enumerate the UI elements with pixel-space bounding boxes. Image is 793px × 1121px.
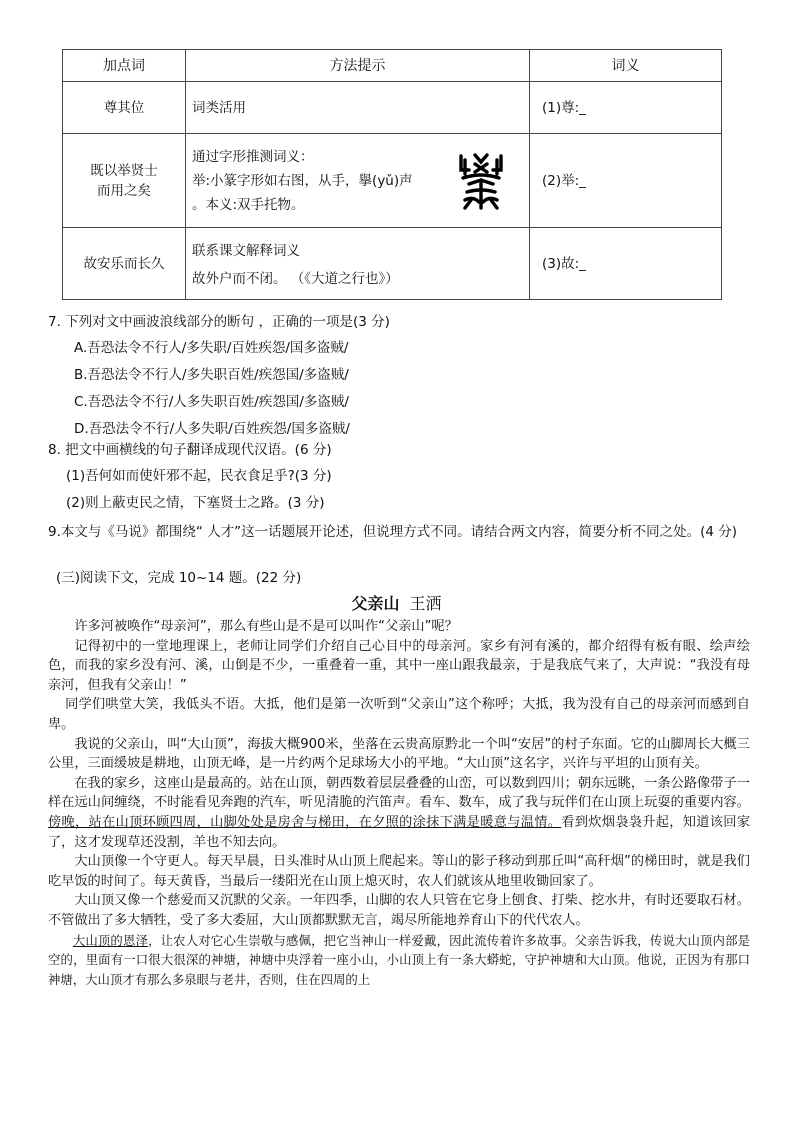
row-word — [63, 134, 186, 228]
header-word: 加点词 — [63, 50, 186, 82]
header-method: 方法提示 — [186, 50, 530, 82]
essay-body — [48, 617, 750, 989]
word-line: 既以举贤士 — [90, 162, 158, 179]
row-word: 故安乐而长久 — [63, 228, 186, 300]
essay-title: 父亲山 — [351, 594, 400, 613]
seal-script-character-image — [455, 150, 507, 212]
row-meaning-blank[interactable]: (1)尊:_ — [530, 82, 722, 134]
underlined-phrase: 大山顶的恩泽 — [72, 932, 149, 948]
question-7-option-d[interactable]: D.吾恐法令不行/人多失职/百姓疾怨/国多盗贼/ — [74, 421, 350, 437]
row-method — [186, 82, 530, 134]
essay-paragraph: 大山顶像一个守更人。每天早晨，日头准时从山顶上爬起来。等山的影子移动到那丘叫“高秆烟”的梯田时，就是我们吃早饭的时间了。每天黄昏，当最后一缕阳光在山顶上熄灭时，农人们就该从地里收锄回家了。 — [48, 854, 750, 889]
method-line: 故外户而不闭。 （《大道之行也》） — [192, 271, 399, 287]
essay-paragraph: 许多河被唤作“母亲河”，那么有些山是不是可以叫作“父亲山”呢？ — [74, 619, 458, 634]
word-line: 而用之矣 — [97, 182, 151, 199]
underlined-sentence: 傍晚，站在山顶环顾四周，山脚处处是房舍与梯田，在夕照的涂抹下满是暖意与温情。 — [48, 814, 562, 830]
essay-paragraph: 记得初中的一堂地理课上，老师让同学们介绍自己心目中的母亲河。家乡有河有溪的，都介绍得有板有眼、绘声绘色，而我的家乡没有河、溪，山倒是不少，一重叠着一重，其中一座山跟我最亲，于是我底气来了，大声说：“我没有母亲河，但我有父亲山！” — [48, 638, 750, 693]
essay-paragraph — [48, 774, 750, 852]
question-8-item-2: (2)则上蔽吏民之情，下塞贤士之路。(3 分) — [66, 495, 325, 511]
row-meaning-blank[interactable]: (3)故:_ — [530, 228, 722, 300]
table-row — [63, 134, 722, 228]
method-line: 通过字形推测词义： — [192, 148, 314, 165]
method-line: 联系课文解释词义 — [192, 243, 300, 259]
essay-author: 王洒 — [409, 594, 442, 613]
essay-title-line — [0, 591, 793, 614]
question-7-option-b[interactable]: B.吾恐法令不行人/多失职百姓/疾怨国/多盗贼/ — [74, 367, 349, 383]
vocabulary-table — [62, 49, 722, 300]
method-line: 举:小篆字形如右图，从手，擧(yǔ)声 — [192, 172, 413, 189]
essay-text: ，让农人对它心生崇敬与感佩，把它当神山一样爱戴，因此流传着许多故事。父亲告诉我，传说大山顶内部是空的，里面有一口很大很深的神塘，神塘中央浮着一座小山，小山顶上有一条大蟒蛇，守护神塘和大山顶。他说，正因为有那口神塘，大山顶才有那么多泉眼与老井，否则，住在四周的上 — [48, 932, 751, 987]
table-row — [63, 228, 722, 300]
question-7-option-c[interactable]: C.吾恐法令不行/人多失职百姓/疾怨国/多盗贼/ — [74, 394, 349, 410]
row-method — [186, 134, 530, 228]
question-9: 9.本文与《马说》都围绕“ 人才”这一话题展开论述，但说理方式不同。请结合两文内容，简要分析不同之处。(4 分) — [48, 524, 738, 540]
question-8-stem: 8. 把文中画横线的句子翻译成现代汉语。(6 分) — [48, 442, 332, 458]
question-7-option-a[interactable]: A.吾恐法令不行人/多失职/百姓疾怨/国多盗贼/ — [74, 340, 349, 356]
table-header-row — [63, 50, 722, 82]
question-8-item-1: (1)吾何如而使奸邪不起，民衣食足乎?(3 分) — [66, 468, 332, 484]
row-method — [186, 228, 530, 300]
essay-paragraph: 同学们哄堂大笑，我低头不语。大抵，他们是第一次听到“父亲山”这个称呼；大抵，我为没有自己的母亲河而感到自卑。 — [48, 697, 750, 732]
method-line: 词类活用 — [192, 99, 246, 116]
header-meaning: 词义 — [530, 50, 722, 82]
row-word: 尊其位 — [63, 82, 186, 134]
method-line: 。本义:双手托物。 — [192, 196, 305, 213]
question-7-stem: 7. 下列对文中画波浪线部分的断句 ，正确的一项是(3 分) — [48, 314, 390, 330]
essay-text: 看到炊烟袅袅升起，知道该回家了，这才发现草还没割，羊也不知去向。 — [48, 814, 751, 850]
essay-paragraph: 大山顶又像一个慈爱而又沉默的父亲。一年四季，山脚的农人只管在它身上刨食、打柴、挖水井，有时还要取石材。不管做出了多大牺牲，受了多大委屈，大山顶都默默无言，竭尽所能地养育山下的代代农人。 — [48, 893, 750, 928]
row-meaning-blank[interactable]: (2)举:_ — [530, 134, 722, 228]
essay-paragraph: 我说的父亲山，叫“大山顶”，海拔大概900米，坐落在云贵高原黔北一个叫“安居”的村子东面。它的山脚周长大概三公里，三面缓坡是耕地，山顶无峰，是一片约两个足球场大小的平地。“大山顶”这名字，兴许与平坦的山顶有关。 — [48, 736, 750, 772]
essay-paragraph — [48, 931, 750, 990]
table-row — [63, 82, 722, 134]
essay-text: 在我的家乡，这座山是最高的。站在山顶，朝西数着层层叠叠的山峦，可以数到四川；朝东远眺，一条公路像带子一样在远山间缠绕，不时能看见奔跑的汽车，听见清脆的汽笛声。看车、数车，成了我与玩伴们在山顶上玩耍的重要内容。 — [48, 775, 750, 811]
section-3-heading: (三)阅读下文，完成 10~14 题。(22 分) — [56, 570, 302, 586]
